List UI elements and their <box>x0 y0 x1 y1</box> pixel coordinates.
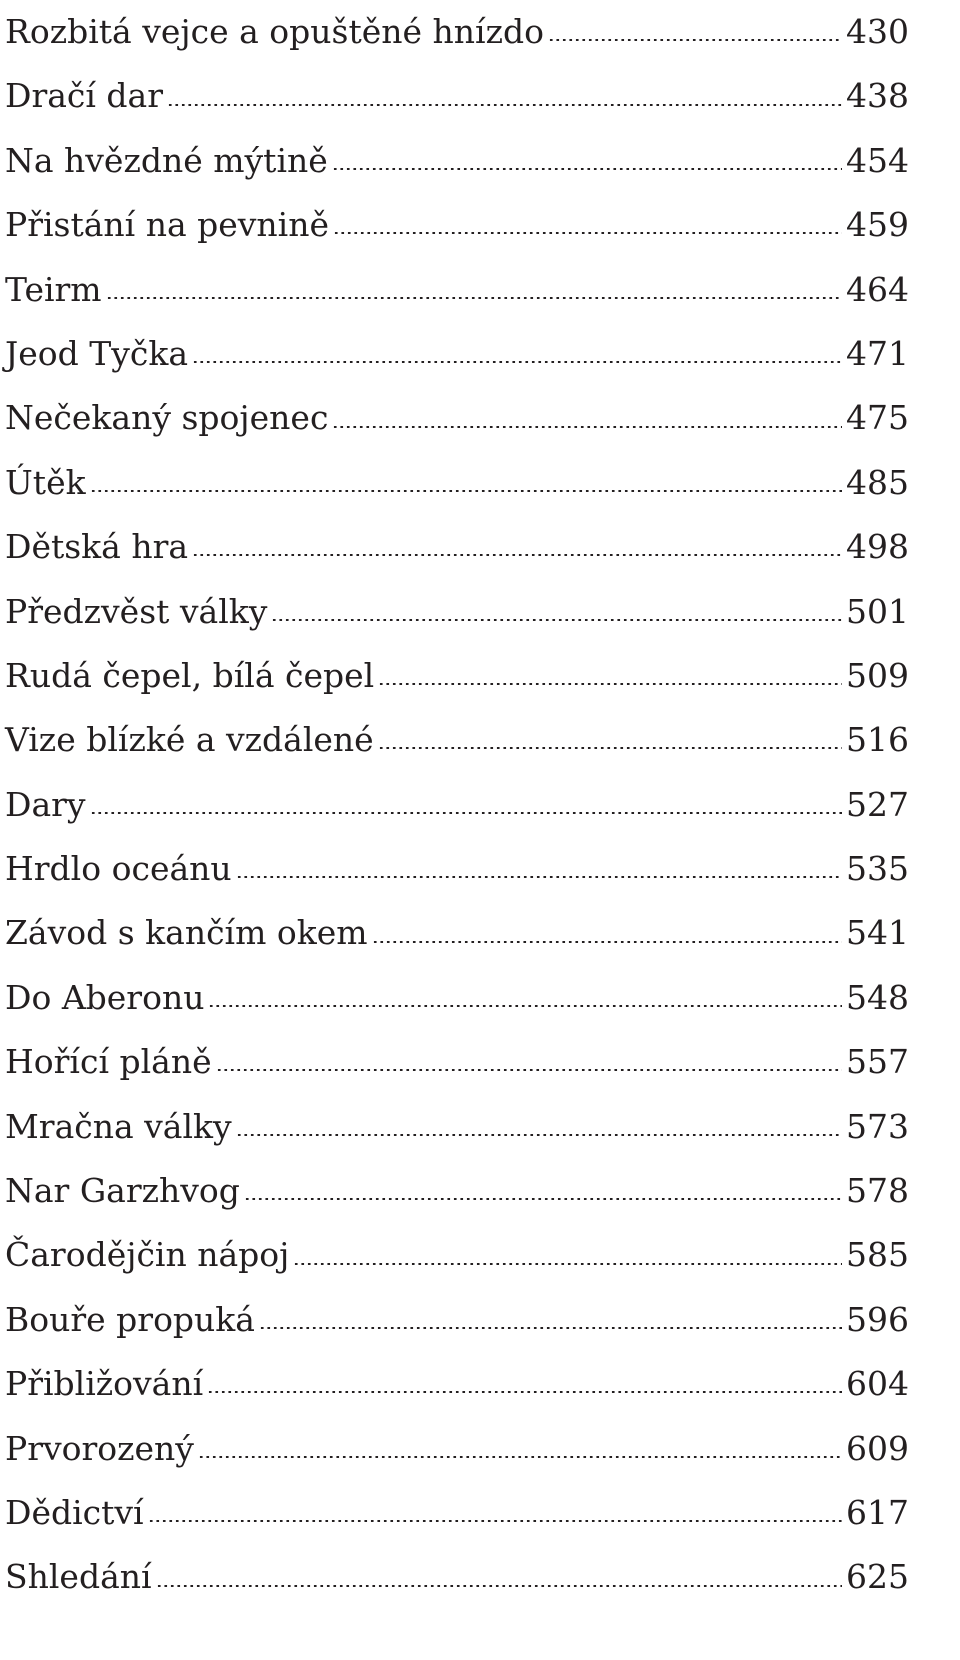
toc-entry <box>5 322 909 386</box>
dot-leader <box>332 426 842 428</box>
toc-entry-page-number: 596 <box>846 1299 909 1339</box>
toc-entry-title: Dary <box>5 784 86 824</box>
toc-entry-page-number: 516 <box>846 720 909 760</box>
toc-entry <box>5 515 909 579</box>
toc-entry-page-number: 501 <box>846 591 909 631</box>
toc-entry-title: Přibližování <box>5 1364 204 1404</box>
toc-entry-page-number: 430 <box>846 12 909 51</box>
toc-entry-title: Jeod Tyčka <box>5 333 189 373</box>
toc-entry-page-number: 471 <box>846 333 909 373</box>
toc-entry-title: Na hvězdné mýtině <box>5 140 328 180</box>
toc-entry-title: Hořící pláně <box>5 1042 212 1082</box>
dot-leader <box>208 1005 842 1007</box>
toc-entry <box>5 1288 909 1352</box>
dot-leader <box>156 1585 842 1587</box>
dot-leader <box>378 683 842 685</box>
toc-entry <box>5 0 909 64</box>
dot-leader <box>90 490 842 492</box>
toc-entry-title: Čarodějčin nápoj <box>5 1235 290 1275</box>
dot-leader <box>167 104 842 106</box>
toc-entry-page-number: 541 <box>846 913 909 953</box>
dot-leader <box>333 232 842 234</box>
toc-entry <box>5 1223 909 1287</box>
dot-leader <box>192 361 842 363</box>
toc-entry-title: Závod s kančím okem <box>5 913 368 953</box>
toc-entry <box>5 1481 909 1545</box>
toc-entry <box>5 1159 909 1223</box>
table-of-contents <box>5 0 909 1610</box>
toc-entry-page-number: 625 <box>846 1557 909 1597</box>
toc-entry-title: Prvorozený <box>5 1428 194 1468</box>
dot-leader <box>236 1134 842 1136</box>
toc-entry <box>5 1352 909 1416</box>
toc-entry <box>5 386 909 450</box>
toc-entry-page-number: 475 <box>846 398 909 438</box>
toc-entry-title: Útěk <box>5 462 86 502</box>
toc-entry-page-number: 438 <box>846 76 909 116</box>
toc-entry <box>5 193 909 257</box>
toc-entry-page-number: 617 <box>846 1492 909 1532</box>
dot-leader <box>90 812 842 814</box>
toc-entry-title: Dědictví <box>5 1492 144 1532</box>
toc-entry-page-number: 464 <box>846 269 909 309</box>
toc-entry-page-number: 609 <box>846 1428 909 1468</box>
toc-entry-title: Hrdlo oceánu <box>5 849 232 889</box>
toc-entry <box>5 580 909 644</box>
dot-leader <box>332 168 842 170</box>
toc-entry-page-number: 527 <box>846 784 909 824</box>
toc-entry <box>5 644 909 708</box>
toc-entry-page-number: 498 <box>846 527 909 567</box>
dot-leader <box>236 876 842 878</box>
toc-entry-title: Vize blízké a vzdálené <box>5 720 374 760</box>
dot-leader <box>271 619 842 621</box>
toc-entry-page-number: 557 <box>846 1042 909 1082</box>
toc-entry <box>5 64 909 128</box>
toc-entry-page-number: 459 <box>846 205 909 245</box>
toc-entry <box>5 258 909 322</box>
toc-entry-title: Rudá čepel, bílá čepel <box>5 655 375 695</box>
dot-leader <box>198 1456 842 1458</box>
toc-entry-page-number: 535 <box>846 849 909 889</box>
toc-entry-title: Nečekaný spojenec <box>5 398 329 438</box>
dot-leader <box>207 1391 842 1393</box>
toc-entry-page-number: 509 <box>846 655 909 695</box>
dot-leader <box>372 941 842 943</box>
toc-entry-title: Mračna války <box>5 1106 232 1146</box>
dot-leader <box>148 1520 842 1522</box>
toc-entry <box>5 901 909 965</box>
toc-entry-title: Dračí dar <box>5 76 164 116</box>
toc-entry-title: Nar Garzhvog <box>5 1171 240 1211</box>
toc-entry-title: Bouře propuká <box>5 1299 255 1339</box>
toc-entry-page-number: 485 <box>846 462 909 502</box>
toc-entry <box>5 773 909 837</box>
toc-entry-title: Dětská hra <box>5 527 189 567</box>
toc-entry-page-number: 578 <box>846 1171 909 1211</box>
toc-entry-page-number: 548 <box>846 977 909 1017</box>
toc-entry-title: Do Aberonu <box>5 977 205 1017</box>
toc-entry-title: Teirm <box>5 269 102 309</box>
toc-entry <box>5 1545 909 1609</box>
dot-leader <box>259 1327 842 1329</box>
toc-entry <box>5 708 909 772</box>
dot-leader <box>244 1198 842 1200</box>
toc-entry <box>5 966 909 1030</box>
toc-entry <box>5 1417 909 1481</box>
toc-entry-page-number: 573 <box>846 1106 909 1146</box>
toc-entry-title: Shledání <box>5 1557 152 1597</box>
toc-entry-page-number: 585 <box>846 1235 909 1275</box>
toc-entry <box>5 1095 909 1159</box>
toc-entry <box>5 837 909 901</box>
dot-leader <box>293 1263 842 1265</box>
toc-entry-page-number: 454 <box>846 140 909 180</box>
dot-leader <box>106 297 842 299</box>
toc-entry <box>5 129 909 193</box>
toc-entry-title: Přistání na pevnině <box>5 205 330 245</box>
dot-leader <box>548 39 842 41</box>
toc-entry <box>5 451 909 515</box>
dot-leader <box>378 747 842 749</box>
toc-entry <box>5 1030 909 1094</box>
dot-leader <box>216 1069 842 1071</box>
toc-entry-title: Předzvěst války <box>5 591 268 631</box>
toc-entry-title: Rozbitá vejce a opuštěné hnízdo <box>5 12 544 51</box>
dot-leader <box>192 554 842 556</box>
toc-entry-page-number: 604 <box>846 1364 909 1404</box>
